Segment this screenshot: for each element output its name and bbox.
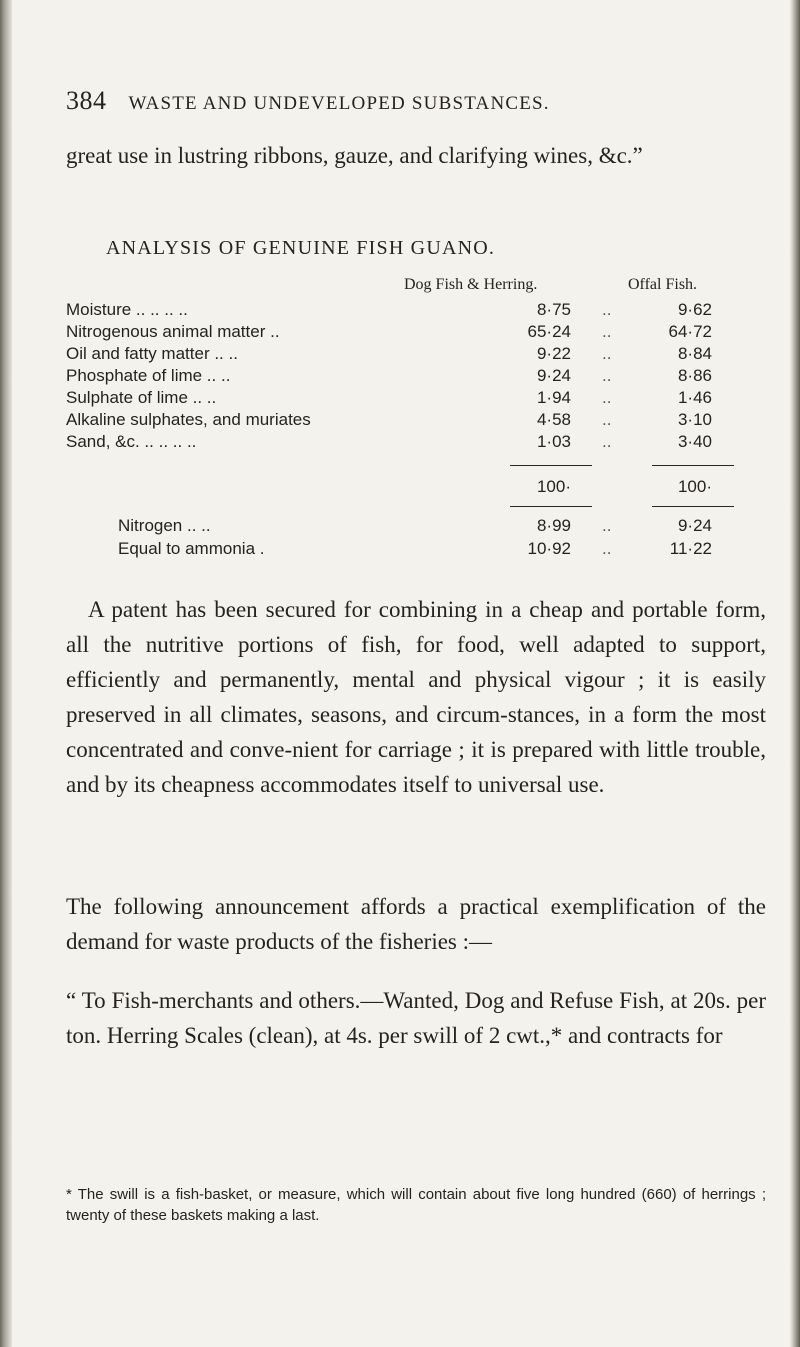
- ammonia-offal-fish: 11·22: [669, 539, 712, 558]
- paragraph-announcement-intro: The following announcement affords a practical exemplification of the demand for waste products of the fisheries :—: [66, 894, 766, 954]
- leader-dots: ..: [602, 344, 612, 363]
- sum-rule-dog-fish: [510, 465, 592, 466]
- paragraph-announcement-quote: “ To Fish-merchants and others.—Wanted, Dog and Refuse Fish, at 20s. per ton. Herring Scales (clean), at 4s. per swill of 2 cwt.,* and contracts for: [66, 988, 766, 1048]
- footnote: * The swill is a fish-basket, or measure, which will contain about five long hundred (660) of herrings ; twenty of these baskets making a last.: [66, 1186, 766, 1224]
- value-offal-fish: 9·62: [677, 300, 712, 319]
- running-title: WASTE AND UNDEVELOPED SUBSTANCES.: [128, 93, 550, 114]
- ammonia-dog-fish: 10·92: [527, 539, 571, 558]
- total-dog-fish: 100·: [536, 477, 571, 496]
- leader-dots: ..: [602, 539, 612, 558]
- value-dog-fish: 1·03: [536, 432, 571, 451]
- nitrogen-dog-fish: 8·99: [536, 516, 571, 535]
- table-row: [0, 388, 800, 410]
- nitrogen-offal-fish: 9·24: [677, 516, 712, 535]
- page-binding-edge: [0, 0, 12, 1347]
- row-label: Sand, &c. .. .. .. ..: [66, 432, 197, 451]
- value-offal-fish: 8·86: [677, 366, 712, 385]
- sum-rule-offal-fish: [652, 465, 734, 466]
- value-dog-fish: 9·24: [536, 366, 571, 385]
- leader-dots: ..: [602, 388, 612, 407]
- leader-dots: ..: [602, 432, 612, 451]
- table-row: [0, 322, 800, 344]
- total-offal-fish: 100·: [677, 477, 712, 496]
- ammonia-label: Equal to ammonia .: [118, 539, 265, 558]
- table-row: [0, 300, 800, 322]
- leader-dots: ..: [602, 322, 612, 341]
- value-dog-fish: 8·75: [536, 300, 571, 319]
- sum-rule-lower-dog-fish: [510, 506, 592, 507]
- page-header: [66, 86, 766, 116]
- leader-dots: ..: [602, 516, 612, 535]
- table-row: [0, 432, 800, 454]
- row-label: Oil and fatty matter .. ..: [66, 344, 238, 363]
- column-header-offal-fish: Offal Fish.: [628, 276, 698, 293]
- row-label: Sulphate of lime .. ..: [66, 388, 217, 407]
- paragraph-continuation: great use in lustring ribbons, gauze, and clarifying wines, &c.”: [66, 143, 643, 168]
- row-label: Moisture .. .. .. ..: [66, 300, 188, 319]
- paragraph-patent: A patent has been secured for combining in a cheap and portable form, all the nutritive portions of fish, for food, well adapted to support, efficiently and permanently, mental and physical vigour ; it is easily preserved in all climates, seasons, and circum-stances, in a form the most concentrated and conve-nient for carriage ; it is prepared with little trouble, and by its cheapness accommodates itself to universal use.: [66, 597, 766, 797]
- leader-dots: ..: [602, 300, 612, 319]
- leader-dots: ..: [602, 410, 612, 429]
- value-dog-fish: 4·58: [536, 410, 571, 429]
- value-dog-fish: 9·22: [536, 344, 571, 363]
- table-row: [0, 344, 800, 366]
- nitrogen-label: Nitrogen .. ..: [118, 516, 211, 535]
- row-label: Alkaline sulphates, and muriates: [66, 410, 311, 429]
- value-offal-fish: 3·40: [677, 432, 712, 451]
- value-offal-fish: 8·84: [677, 344, 712, 363]
- value-offal-fish: 1·46: [677, 388, 712, 407]
- row-label: Nitrogenous animal matter ..: [66, 322, 280, 341]
- table-row: [0, 366, 800, 388]
- table-row: [0, 410, 800, 432]
- sum-rule-lower-offal-fish: [652, 506, 734, 507]
- value-dog-fish: 1·94: [536, 388, 571, 407]
- value-dog-fish: 65·24: [527, 322, 571, 341]
- leader-dots: ..: [602, 366, 612, 385]
- page-number: 384: [66, 86, 107, 115]
- row-label: Phosphate of lime .. ..: [66, 366, 231, 385]
- value-offal-fish: 3·10: [677, 410, 712, 429]
- table-title: ANALYSIS OF GENUINE FISH GUANO.: [106, 237, 496, 259]
- table-totals-row: [0, 477, 800, 499]
- value-offal-fish: 64·72: [668, 322, 712, 341]
- column-header-dog-fish: Dog Fish & Herring.: [404, 276, 538, 293]
- page-right-edge: [790, 0, 800, 1347]
